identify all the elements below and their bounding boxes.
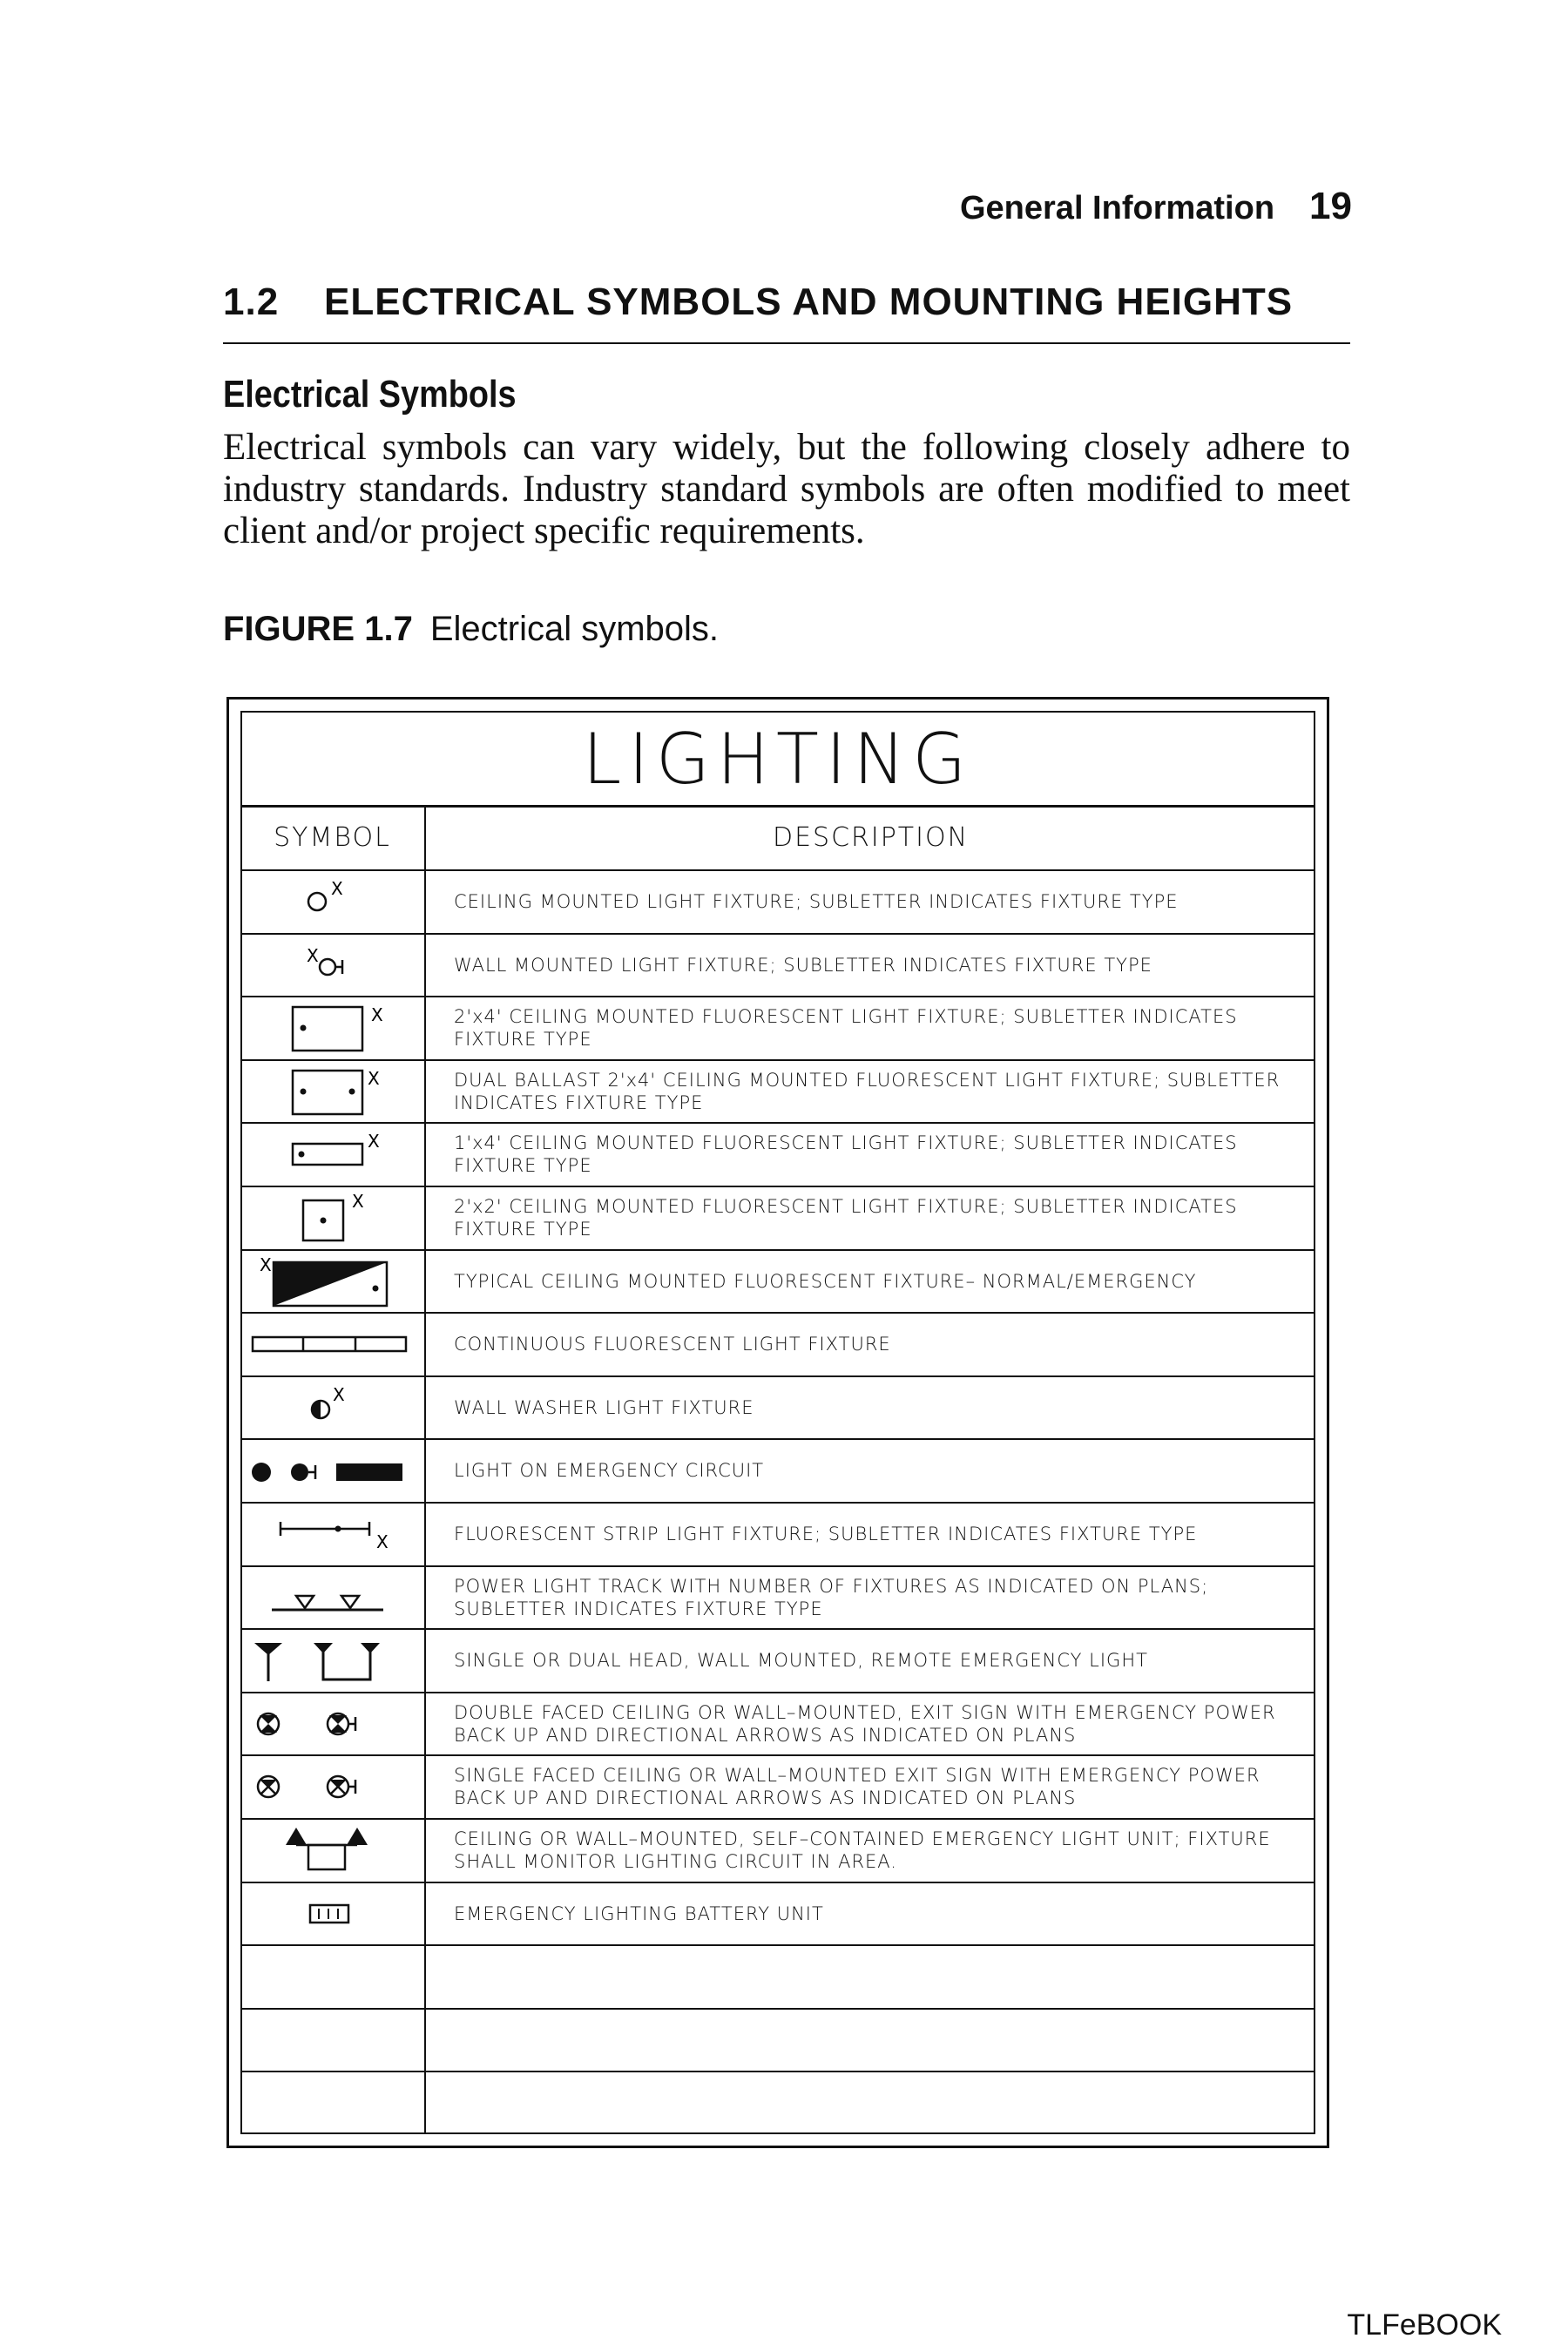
svg-text:X: X (331, 878, 343, 899)
table-row (240, 1755, 1315, 1818)
battery-unit-icon (240, 1882, 424, 1945)
description-cell: WALL WASHER LIGHT FIXTURE (454, 1397, 754, 1418)
table-row (240, 1693, 1315, 1755)
description-cell: CEILING MOUNTED LIGHT FIXTURE; SUBLETTER INDICATES FIXTURE TYPE (454, 891, 1179, 912)
description-cell: DOUBLE FACED CEILING OR WALL–MOUNTED, EXIT SIGN WITH EMERGENCY POWER BACK UP AND DIRECTIONAL ARROWS AS INDICATED ON PLANS (454, 1702, 1276, 1746)
symbol-cell (240, 1123, 424, 1186)
description-cell: 2'x4' CEILING MOUNTED FLUORESCENT LIGHT FIXTURE; SUBLETTER INDICATES FIXTURE TYPE (454, 1006, 1238, 1050)
continuous-fluorescent-icon (240, 1313, 424, 1375)
wall-fixture-icon (240, 934, 424, 997)
ceiling-fixture-icon (240, 870, 424, 933)
remote-emergency-head-icon (240, 1629, 424, 1692)
table-row (240, 1123, 1315, 1186)
running-head (934, 185, 1352, 228)
normal-emergency-icon (240, 1250, 424, 1313)
description-cell: EMERGENCY LIGHTING BATTERY UNIT (454, 1903, 824, 1924)
description-cell: POWER LIGHT TRACK WITH NUMBER OF FIXTURES AS INDICATED ON PLANS; SUBLETTER INDICATES FIXTURE TYPE (454, 1576, 1209, 1619)
table-row (240, 1250, 1315, 1313)
figure-label: FIGURE 1.7 (223, 610, 413, 648)
symbol-cell (240, 1503, 424, 1565)
svg-text:X: X (307, 945, 319, 966)
title-divider (240, 805, 1315, 808)
symbol-cell (240, 1250, 424, 1313)
symbol-cell (240, 1439, 424, 1502)
fluorescent-2x2-icon (240, 1186, 424, 1249)
double-exit-sign-icon (240, 1693, 424, 1755)
svg-text:X: X (376, 1531, 389, 1552)
figure-caption (223, 610, 719, 649)
description-cell: 2'x2' CEILING MOUNTED FLUORESCENT LIGHT FIXTURE; SUBLETTER INDICATES FIXTURE TYPE (454, 1196, 1238, 1240)
table-row (240, 1629, 1315, 1692)
row-divider (240, 2071, 1315, 2072)
symbol-cell (240, 1060, 424, 1123)
subsection-title: Electrical Symbols (223, 373, 517, 416)
symbol-cell (240, 997, 424, 1059)
table-row (240, 1313, 1315, 1375)
description-cell: SINGLE FACED CEILING OR WALL–MOUNTED EXIT SIGN WITH EMERGENCY POWER BACK UP AND DIRECTIONAL ARROWS AS INDICATED ON PLANS (454, 1765, 1260, 1808)
page-number: 19 (1309, 185, 1352, 227)
footer-text: TLFeBOOK (1347, 2308, 1502, 2342)
symbol-cell (240, 1629, 424, 1692)
intro-paragraph: Electrical symbols can vary widely, but the following closely adhere to industry standards. Industry standard symbols are often modified to meet client and/or project specific requirements. (223, 427, 1350, 551)
description-cell: FLUORESCENT STRIP LIGHT FIXTURE; SUBLETTER INDICATES FIXTURE TYPE (454, 1524, 1198, 1544)
svg-text:X: X (368, 1068, 380, 1089)
symbol-cell (240, 1186, 424, 1249)
fluorescent-1x4-icon (240, 1123, 424, 1186)
row-divider (240, 2008, 1315, 2010)
section-number: 1.2 (223, 280, 280, 323)
svg-text:X: X (371, 1004, 383, 1025)
description-column-header: DESCRIPTION (772, 822, 970, 853)
description-cell: DUAL BALLAST 2'x4' CEILING MOUNTED FLUORESCENT LIGHT FIXTURE; SUBLETTER INDICATES FIXTURE TYPE (454, 1070, 1281, 1113)
symbol-cell (240, 1376, 424, 1439)
description-cell: CEILING OR WALL–MOUNTED, SELF–CONTAINED EMERGENCY LIGHT UNIT; FIXTURE SHALL MONITOR LIGHTING CIRCUIT IN AREA. (454, 1828, 1271, 1872)
svg-text:X: X (368, 1131, 380, 1152)
figure-caption-text: Electrical symbols. (429, 610, 720, 648)
wall-washer-icon (240, 1376, 424, 1439)
table-row (240, 870, 1315, 933)
description-cell: 1'x4' CEILING MOUNTED FLUORESCENT LIGHT FIXTURE; SUBLETTER INDICATES FIXTURE TYPE (454, 1132, 1238, 1176)
symbol-cell (240, 934, 424, 997)
power-track-icon (240, 1566, 424, 1629)
table-row (240, 1439, 1315, 1502)
table-row (240, 997, 1315, 1059)
svg-text:X: X (260, 1254, 272, 1275)
description-cell: CONTINUOUS FLUORESCENT LIGHT FIXTURE (454, 1334, 891, 1355)
description-cell: WALL MOUNTED LIGHT FIXTURE; SUBLETTER INDICATES FIXTURE TYPE (454, 955, 1152, 976)
symbol-cell (240, 1693, 424, 1755)
table-row (240, 1819, 1315, 1882)
symbol-column-header: SYMBOL (274, 822, 391, 853)
svg-text:X: X (333, 1384, 345, 1405)
svg-text:X: X (352, 1191, 364, 1212)
table-row (240, 1186, 1315, 1249)
dual-ballast-icon (240, 1060, 424, 1123)
description-cell: TYPICAL CEILING MOUNTED FLUORESCENT FIXTURE– NORMAL/EMERGENCY (454, 1271, 1197, 1292)
table-title: LIGHTING (582, 719, 974, 800)
table-row (240, 1376, 1315, 1439)
symbol-cell (240, 1819, 424, 1882)
description-cell: LIGHT ON EMERGENCY CIRCUIT (454, 1460, 765, 1481)
table-row (240, 1060, 1315, 1123)
symbol-cell (240, 1882, 424, 1945)
symbol-cell (240, 1755, 424, 1818)
table-row (240, 1882, 1315, 1945)
description-cell: SINGLE OR DUAL HEAD, WALL MOUNTED, REMOTE EMERGENCY LIGHT (454, 1650, 1148, 1671)
symbol-cell (240, 1313, 424, 1375)
running-title: General Information (959, 190, 1275, 226)
table-row (240, 1503, 1315, 1565)
strip-fixture-icon (240, 1503, 424, 1565)
table-row (240, 934, 1315, 997)
symbol-cell (240, 1566, 424, 1629)
section-title (223, 280, 1293, 324)
symbol-cell (240, 870, 424, 933)
emergency-circuit-icon (240, 1439, 424, 1502)
emergency-unit-icon (240, 1819, 424, 1882)
single-exit-sign-icon (240, 1755, 424, 1818)
section-title-text: ELECTRICAL SYMBOLS AND MOUNTING HEIGHTS (324, 280, 1294, 323)
fluorescent-2x4-icon (240, 997, 424, 1059)
table-row (240, 1566, 1315, 1629)
section-rule (223, 342, 1350, 344)
